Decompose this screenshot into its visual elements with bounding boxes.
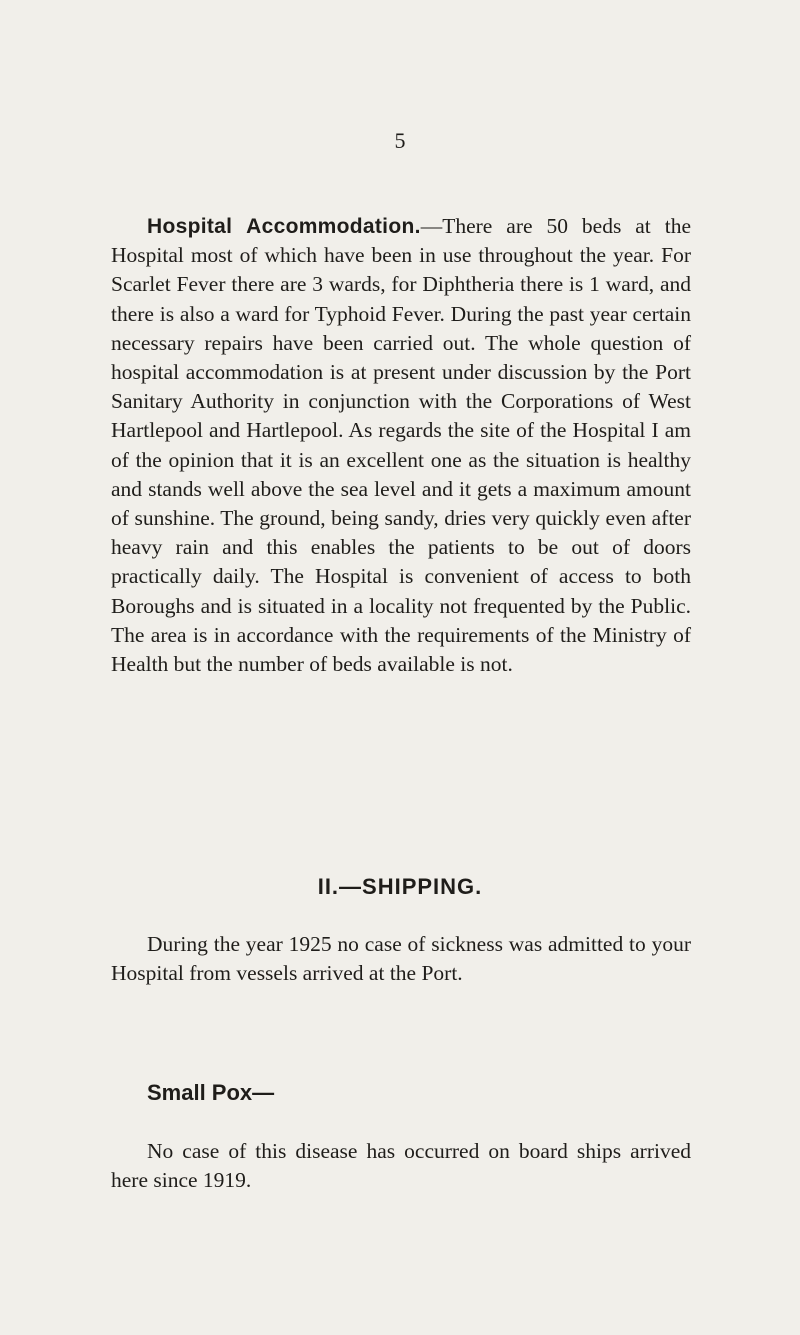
small-pox-text: No case of this disease has occurred on board ships arrived here since 1919. bbox=[111, 1139, 691, 1193]
shipping-heading: II.—SHIPPING. bbox=[317, 874, 483, 899]
hospital-accommodation-text: —There are 50 beds at the Hospital most of which have been in use throughout the year. For Scarlet Fever there are 3 wards, for Diphtheria there is 1 ward, and there is also a ward for Typhoid Fever. During the past year certain necessary repairs have been carried out. The whole question of hospital accommodation is at present under discussion by the Port Sanitary Authority in conjunction with the Corporations of West Hartlepool and Hartlepool. As regards the site of the Hospital I am of the opinion that it is an excellent one as the situation is healthy and stands well above the sea level and it gets a maximum amount of sunshine. The ground, being sandy, dries very quickly even after heavy rain and this enables the patients to be out of doors practically daily. The Hospital is convenient of access to both Boroughs and is situated in a locality not frequented by the Public. The area is in accordance with the requirements of the Ministry of Health but the number of beds available is not. bbox=[111, 214, 691, 677]
hospital-accommodation-heading: Hospital Accommodation. bbox=[147, 215, 421, 238]
small-pox-paragraph bbox=[111, 1137, 691, 1195]
page-number: 5 bbox=[394, 128, 406, 153]
shipping-paragraph bbox=[111, 930, 691, 988]
shipping-text: During the year 1925 no case of sickness was admitted to your Hospital from vessels arrived at the Port. bbox=[111, 932, 691, 986]
small-pox-heading: Small Pox— bbox=[147, 1080, 275, 1105]
hospital-accommodation-paragraph bbox=[111, 212, 691, 679]
